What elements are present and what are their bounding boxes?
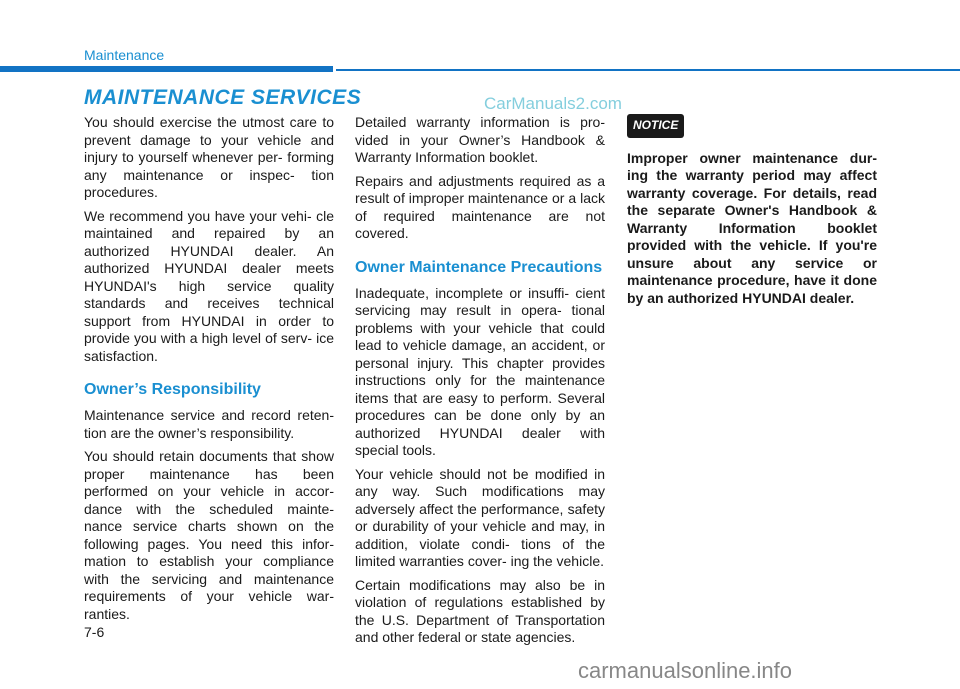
- column-2: [355, 114, 605, 653]
- responsibility-paragraph-1: Maintenance service and record reten- tion are the owner’s responsibility.: [84, 407, 334, 441]
- notice-badge: NOTICE: [627, 114, 684, 138]
- header-rule-thin: [336, 69, 960, 71]
- precaution-paragraph-1: Inadequate, incomplete or insuffi- cient servicing may result in opera- tional problems with your vehicle that could lead to vehicle damage, an accident, or personal injury. This chapter provides instructions only for the maintenance items that are easy to perform. Several procedures can be done only by an authorized HYUNDAI dealer with special tools.: [355, 284, 605, 458]
- warranty-paragraph-1: Detailed warranty information is pro- vided in your Owner’s Handbook & Warranty Information booklet.: [355, 114, 605, 165]
- header-rule-thick: [0, 66, 333, 72]
- column-1: [84, 114, 334, 629]
- page-title: MAINTENANCE SERVICES: [84, 86, 362, 109]
- intro-paragraph-2: We recommend you have your vehi- cle maintained and repaired by an authorized HYUNDAI dealer. An authorized HYUNDAI dealer meets HYUNDAI's high service quality standards and receives technical support from HYUNDAI in order to provide you with a high level of serv- ice satisfaction.: [84, 207, 334, 364]
- heading-maintenance-precautions: Owner Maintenance Precautions: [355, 258, 603, 276]
- heading-owners-responsibility: Owner’s Responsibility: [84, 381, 261, 398]
- intro-paragraph-1: You should exercise the utmost care to prevent damage to your vehicle and injury to yourself whenever per- forming any maintenance or inspec- tion procedures.: [84, 114, 334, 200]
- section-label: Maintenance: [84, 47, 165, 63]
- watermark-top: CarManuals2.com: [484, 94, 622, 113]
- precaution-paragraph-2: Your vehicle should not be modified in any way. Such modifications may adversely affect the performance, safety or durability of your vehicle and may, in addition, violate condi- tions of the limited warranties cover- ing the vehicle.: [355, 465, 605, 569]
- notice-text: Improper owner maintenance dur- ing the warranty period may affect warranty coverage. For details, read the separate Owner's Handbook & Warranty Information booklet provided with the vehicle. If you're unsure about any service or maintenance procedure, have it done by an authorized HYUNDAI dealer.: [627, 149, 877, 306]
- warranty-paragraph-2: Repairs and adjustments required as a result of improper maintenance or a lack of required maintenance are not covered.: [355, 172, 605, 241]
- page-number: 7-6: [84, 624, 105, 640]
- precaution-paragraph-3: Certain modifications may also be in violation of regulations established by the U.S. Department of Transportation and other federal or state agencies.: [355, 576, 605, 645]
- watermark-bottom: carmanualsonline.info: [578, 658, 793, 683]
- responsibility-paragraph-2: You should retain documents that show proper maintenance has been performed on your vehicle in accor- dance with the scheduled mainte- nance service charts shown on the following pages. You need this infor- mation to establish your compliance with the servicing and maintenance requirements of your vehicle war- ranties.: [84, 448, 334, 622]
- column-3: [627, 114, 877, 313]
